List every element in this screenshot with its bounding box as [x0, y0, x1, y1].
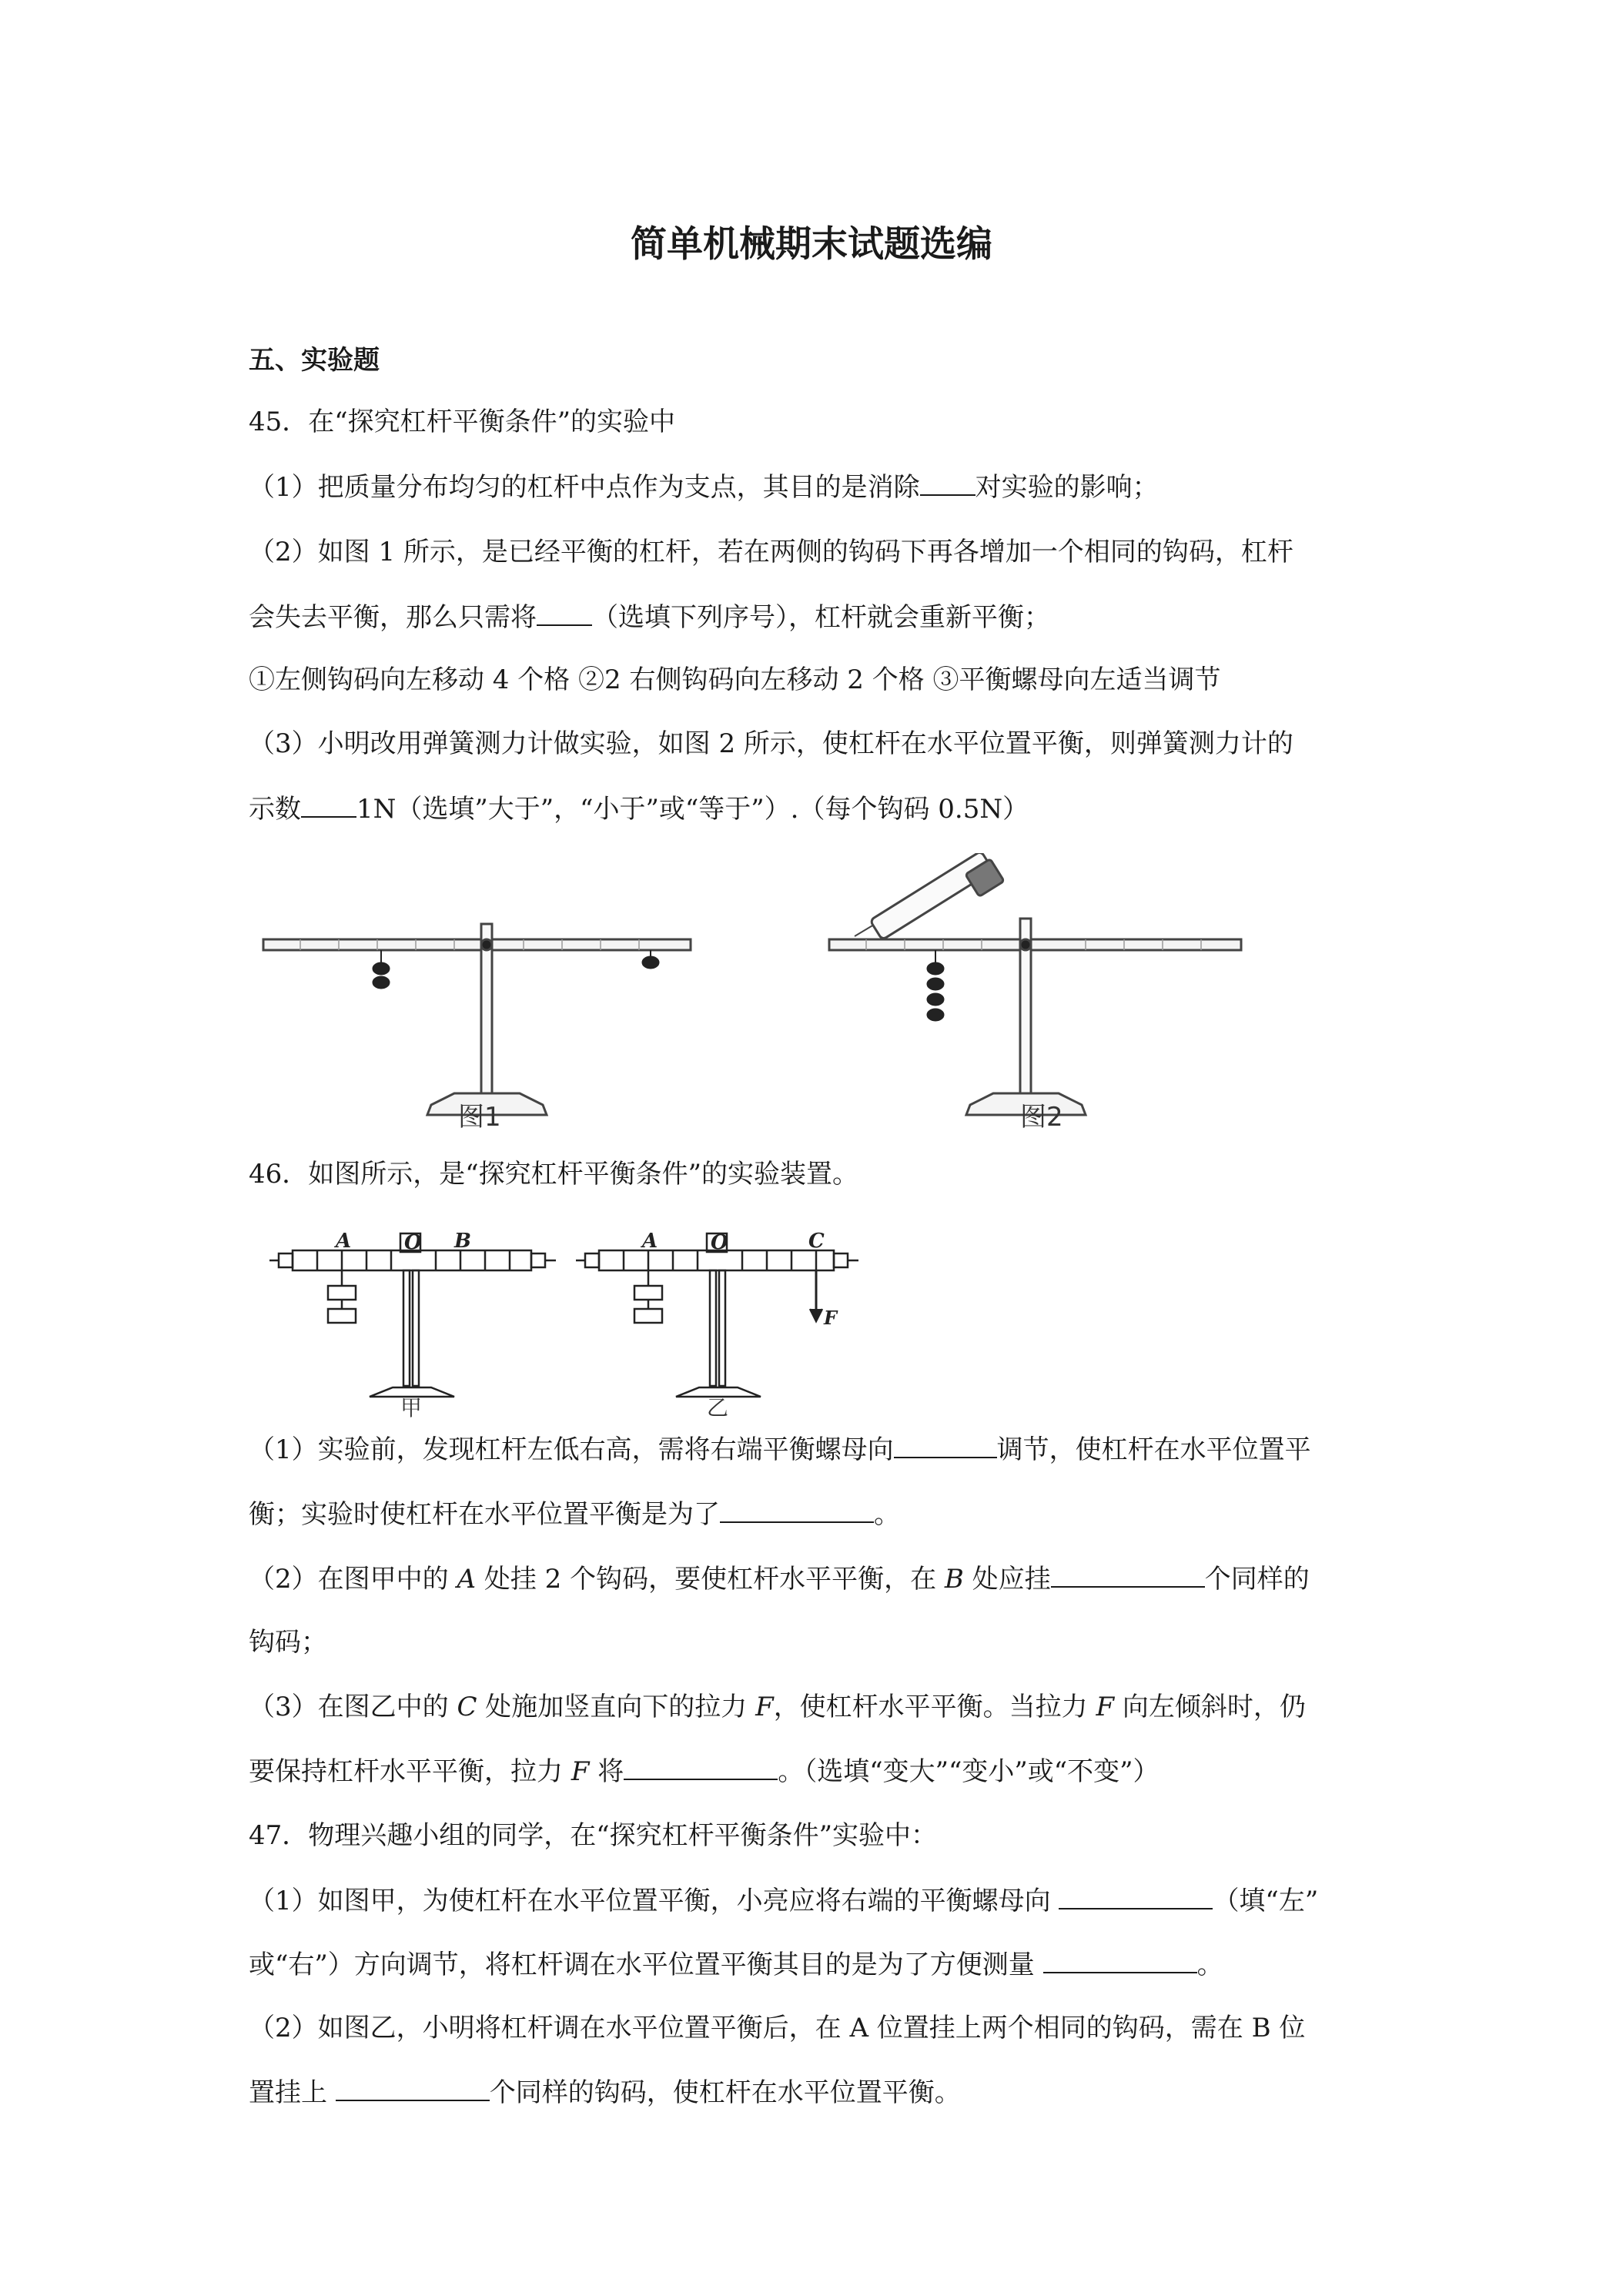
- italic-F: F: [1096, 1692, 1115, 1722]
- label-F: F: [824, 1307, 838, 1329]
- answer-blank[interactable]: [1059, 1885, 1213, 1909]
- q46-part3-text: ，使杠杆水平平衡。当拉力: [773, 1692, 1096, 1722]
- q45-part3-text-b: 1N（选填”大于”，“小于”或“等于”）.（每个钩码 0.5N）: [356, 794, 1029, 825]
- q47-part2-text: 个同样的钩码，使杠杆在水平位置平衡。: [489, 2077, 961, 2108]
- q47-part2-text: 置挂上: [249, 2077, 336, 2108]
- fulcrum: [1020, 939, 1031, 950]
- q45-stem: 45．在“探究杠杆平衡条件”的实验中: [249, 407, 676, 437]
- q46-part3-line1: [249, 1692, 1306, 1722]
- q46-part2-line2: 钩码；: [249, 1627, 327, 1658]
- q45-part3-line1: （3）小明改用弹簧测力计做实验，如图 2 所示，使杠杆在水平位置平衡，则弹簧测力计的: [249, 728, 1293, 759]
- q46-part3-text: 向左倾斜时，仍: [1114, 1692, 1306, 1722]
- figure-2-caption: 图2: [1020, 1102, 1063, 1132]
- figure-2-lever: [820, 853, 1251, 1132]
- q45-part1: [249, 471, 1159, 503]
- q47-part1-line2: [249, 1949, 1223, 1980]
- answer-blank[interactable]: [1043, 1949, 1197, 1973]
- lever-bar: [829, 939, 1241, 950]
- figure-1-caption: 图1: [458, 1102, 501, 1132]
- q46-part3-text: 将: [589, 1756, 624, 1787]
- section-heading: 五、实验题: [249, 345, 380, 376]
- label-A: A: [642, 1230, 658, 1253]
- q46-part1-text-c: 衡；实验时使杠杆在水平位置平衡是为了: [249, 1499, 720, 1530]
- q46-part1-line1: [249, 1434, 1311, 1465]
- hook-weight: [927, 993, 944, 1006]
- figure-1-lever: [254, 909, 693, 1132]
- answer-blank[interactable]: [1051, 1563, 1205, 1588]
- figure-jia-caption: 甲: [400, 1395, 423, 1418]
- label-C: C: [808, 1230, 825, 1253]
- q47-part1-text: （填“左”: [1213, 1886, 1319, 1916]
- q47-stem: 47．物理兴趣小组的同学，在“探究杠杆平衡条件”实验中：: [249, 1820, 938, 1851]
- hook-weight: [927, 978, 944, 990]
- q46-part3-text: 。（选填“变大”“变小”或“不变”）: [778, 1756, 1160, 1787]
- answer-blank[interactable]: [336, 2077, 490, 2101]
- italic-F: F: [755, 1692, 774, 1722]
- q45-part2-text-b: （选填下列序号），杠杆就会重新平衡；: [592, 602, 1050, 633]
- q46-part3-text: 要保持杠杆水平平衡，拉力: [249, 1756, 571, 1787]
- hook-weight: [927, 1009, 944, 1021]
- q46-part2-text: 处挂 2 个钩码，要使杠杆水平平衡，在: [476, 1564, 945, 1595]
- label-B: B: [454, 1230, 471, 1253]
- figure-yi-caption: 乙: [707, 1395, 729, 1418]
- hook-weight: [642, 956, 659, 969]
- italic-A: A: [457, 1564, 477, 1595]
- q47-part2-line1: （2）如图乙，小明将杠杆调在水平位置平衡后，在 A 位置挂上两个相同的钩码，需在 B 位: [249, 2013, 1306, 2043]
- q46-part2-text: 处应挂: [963, 1564, 1051, 1595]
- figure-yi: [576, 1233, 858, 1397]
- spring-scale: [855, 853, 1004, 940]
- q47-part1-text: 。: [1196, 1950, 1223, 1980]
- lever-bar: [263, 939, 691, 950]
- q46-part2-text: （2）在图甲中的: [249, 1564, 457, 1595]
- q45-part3-line2: [249, 793, 1029, 825]
- answer-blank[interactable]: [537, 601, 592, 626]
- q46-part3-text: 处施加竖直向下的拉力: [477, 1692, 756, 1722]
- italic-F: F: [571, 1756, 590, 1787]
- q45-part2-text-a: 会失去平衡，那么只需将: [249, 602, 537, 633]
- figure-jia-yi-levers: [269, 1218, 878, 1418]
- q47-part1-text: （1）如图甲，为使杠杆在水平位置平衡，小亮应将右端的平衡螺母向: [249, 1886, 1059, 1916]
- q46-part1-line2: [249, 1498, 900, 1530]
- answer-blank[interactable]: [720, 1498, 874, 1523]
- q46-stem: 46．如图所示，是“探究杠杆平衡条件”的实验装置。: [249, 1159, 859, 1190]
- fulcrum: [481, 939, 492, 950]
- q45-part1-text-b: 对实验的影响；: [975, 472, 1159, 503]
- answer-blank[interactable]: [894, 1434, 997, 1458]
- answer-blank[interactable]: [301, 793, 356, 818]
- figure-jia: [269, 1233, 556, 1397]
- q46-part1-text-b: 调节，使杠杆在水平位置平: [996, 1434, 1311, 1465]
- hook-weight: [373, 962, 390, 975]
- q47-part1-line1: [249, 1885, 1318, 1916]
- label-O: O: [711, 1231, 728, 1254]
- q45-part2-line2: [249, 601, 1050, 633]
- q46-part2-line1: [249, 1563, 1310, 1595]
- q45-options: ①左侧钩码向左移动 4 个格 ②2 右侧钩码向左移动 2 个格 ③平衡螺母向左适当调节: [249, 664, 1221, 695]
- hook-weight: [927, 962, 944, 975]
- page-title: 简单机械期末试题选编: [631, 223, 992, 266]
- answer-blank[interactable]: [624, 1755, 778, 1780]
- q46-part1-text-d: 。: [874, 1499, 900, 1530]
- q47-part2-line2: [249, 2077, 961, 2108]
- q46-part3-text: （3）在图乙中的: [249, 1692, 457, 1722]
- q45-part3-text-a: 示数: [249, 794, 301, 825]
- answer-blank[interactable]: [920, 471, 975, 496]
- q45-part1-text-a: （1）把质量分布均匀的杠杆中点作为支点，其目的是消除: [249, 472, 920, 503]
- q46-part2-text: 个同样的: [1204, 1564, 1310, 1595]
- q47-part1-text: 或“右”）方向调节，将杠杆调在水平位置平衡其目的是为了方便测量: [249, 1950, 1043, 1980]
- italic-C: C: [457, 1692, 477, 1722]
- hook-weight: [373, 976, 390, 989]
- label-A: A: [336, 1230, 352, 1253]
- italic-B: B: [944, 1564, 964, 1595]
- q45-part2-line1: （2）如图 1 所示，是已经平衡的杠杆，若在两侧的钩码下再各增加一个相同的钩码，杠杆: [249, 537, 1293, 567]
- q46-part1-text-a: （1）实验前，发现杠杆左低右高，需将右端平衡螺母向: [249, 1434, 894, 1465]
- label-O: O: [404, 1231, 422, 1254]
- q46-part3-line2: [249, 1755, 1160, 1787]
